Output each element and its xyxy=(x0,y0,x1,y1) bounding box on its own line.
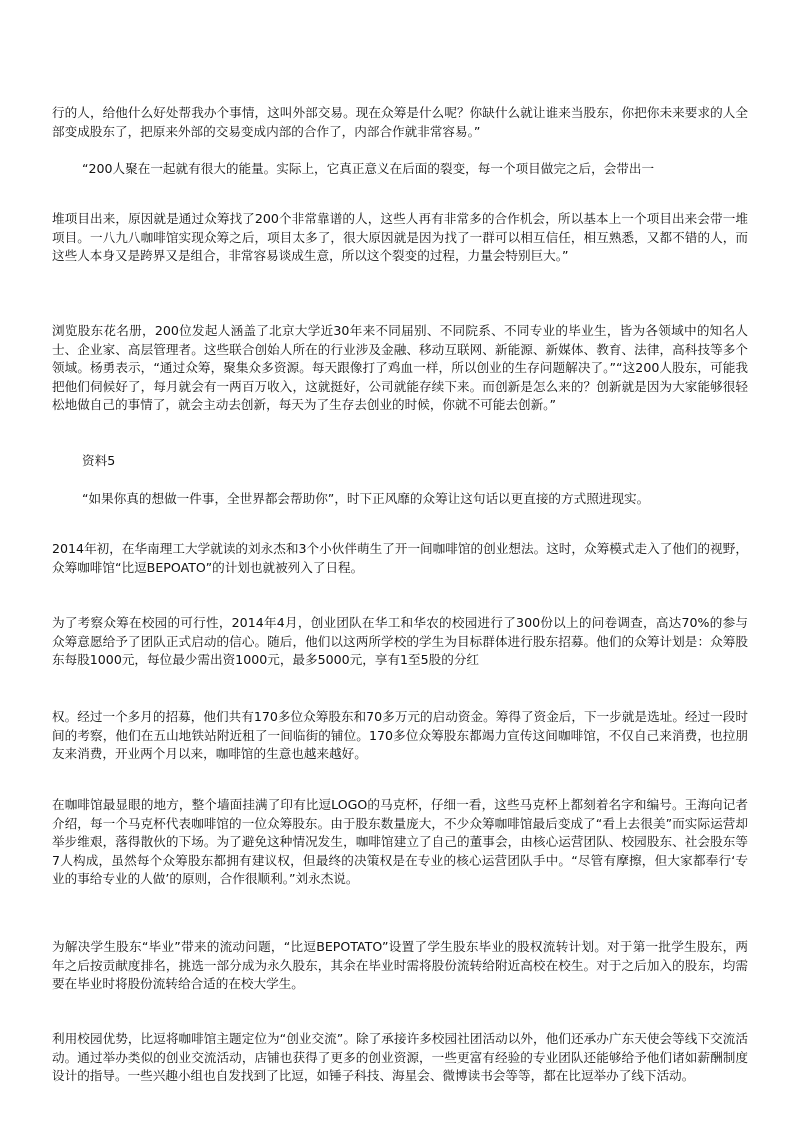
paragraph-7: 2014年初，在华南理工大学就读的刘永杰和3个小伙伴萌生了开一间咖啡馆的创业想法。这时，众筹模式走入了他们的视野，众筹咖啡馆“比逗BEPOATO”的计划也就被列入了日程。 xyxy=(52,541,748,575)
paragraph-5-heading: 资料5 xyxy=(82,453,116,468)
paragraph-6: “如果你真的想做一件事，全世界都会帮助你”，时下正风靡的众筹让这句话以更直接的方式照进现实。 xyxy=(82,491,650,506)
paragraph-10: 在咖啡馆最显眼的地方，整个墙面挂满了印有比逗LOGO的马克杯，仔细一看，这些马克杯上都刻着名字和编号。王海向记者介绍，每一个马克杯代表咖啡馆的一位众筹股东。由于股东数量庞大，不少众筹咖啡馆最后变成了“看上去很美”而实际运营却举步维艰，落得散伙的下场。为了避免这种情况发生，咖啡馆建立了自己的董事会，由核心运营团队、校园股东、社会股东等7人构成，虽然每个众筹股东都拥有建议权，但最终的决策权是在专业的核心运营团队手中。“尽管有摩擦，但大家都奉行‘专业的事给专业的人做’的原则，合作很顺利。”刘永杰说。 xyxy=(52,797,748,887)
paragraph-9: 权。经过一个多月的招募，他们共有170多位众筹股东和70多万元的启动资金。筹得了资金后，下一步就是选址。经过一段时间的考察，他们在五山地铁站附近租了一间临街的铺位。170多位众筹股东都竭力宣传这间咖啡馆，不仅自己来消费，也拉朋友来消费，开业两个月以来，咖啡馆的生意也越来越好。 xyxy=(52,709,748,762)
paragraph-12: 利用校园优势，比逗将咖啡馆主题定位为“创业交流”。除了承接许多校园社团活动以外，他们还承办广东天使会等线下交流活动。通过举办类似的创业交流活动，店铺也获得了更多的创业资源，一些更富有经验的专业团队还能够给予他们诸如薪酬制度设计的指导。一些兴趣小组也自发找到了比逗，如锤子科技、海星会、微博读书会等等，都在比逗举办了线下活动。 xyxy=(52,1031,748,1084)
paragraph-3: 堆项目出来，原因就是通过众筹找了200个非常靠谱的人，这些人再有非常多的合作机会，所以基本上一个项目出来会带一堆项目。一八九八咖啡馆实现众筹之后，项目太多了，很大原因就是因为找了一群可以相互信任，相互熟悉，又都不错的人，而这些人本身又是跨界又是组合，非常容易谈成生意，所以这个裂变的过程，力量会特别巨大。” xyxy=(52,211,748,264)
paragraph-1: 行的人，给他什么好处帮我办个事情，这叫外部交易。现在众筹是什么呢？你缺什么就让谁来当股东，你把你未来要求的人全部变成股东了，把原来外部的交易变成内部的合作了，内部合作就非常容易。” xyxy=(52,105,748,139)
paragraph-8: 为了考察众筹在校园的可行性，2014年4月，创业团队在华工和华农的校园进行了300份以上的问卷调查，高达70%的参与众筹意愿给予了团队正式启动的信心。随后，他们以这两所学校的学生为目标群体进行股东招募。他们的众筹计划是：众筹股东每股1000元，每位最少需出资1000元，最多5000元，享有1至5股的分红 xyxy=(52,615,748,668)
paragraph-2: “200人聚在一起就有很大的能量。实际上，它真正意义在后面的裂变，每一个项目做完之后，会带出一 xyxy=(82,161,655,176)
paragraph-11: 为解决学生股东“毕业”带来的流动问题，“比逗BEPOTATO”设置了学生股东毕业的股权流转计划。对于第一批学生股东，两年之后按贡献度排名，挑选一部分成为永久股东，其余在毕业时需将股份流转给附近高校在校生。对于之后加入的股东，均需要在毕业时将股份流转给合适的在校大学生。 xyxy=(52,939,748,992)
paragraph-4: 浏览股东花名册，200位发起人涵盖了北京大学近30年来不同届别、不同院系、不同专业的毕业生，皆为各领域中的知名人士、企业家、高层管理者。这些联合创始人所在的行业涉及金融、移动互联网、新能源、新媒体、教育、法律，高科技等多个领域。杨勇表示，“通过众筹，聚集众多资源。每天跟像打了鸡血一样，所以创业的生存问题解决了。”“这200人股东，可能我把他们伺候好了，每月就会有一两百万收入，这就挺好，公司就能存续下来。而创新是怎么来的？创新就是因为大家能够很轻松地做自己的事情了，就会主动去创新，每天为了生存去创业的时候，你就不可能去创新。” xyxy=(52,323,748,413)
